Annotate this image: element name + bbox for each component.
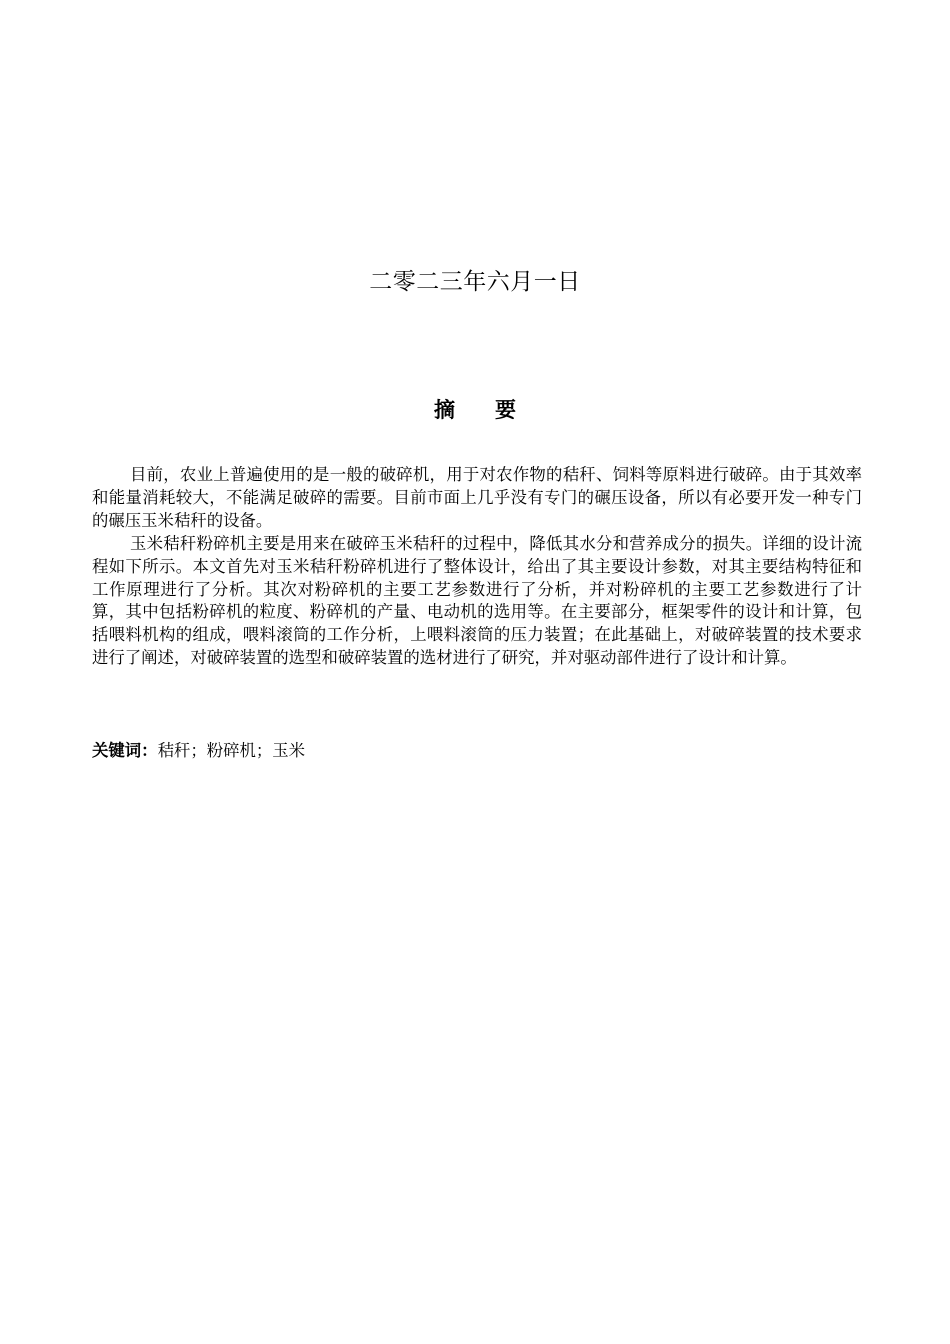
abstract-body	[92, 464, 862, 670]
keywords-value: 秸秆；粉碎机；玉米	[157, 741, 306, 760]
abstract-heading-char-2: 要	[495, 398, 516, 422]
keywords-label: 关键词：	[92, 741, 158, 760]
abstract-heading-char-1: 摘	[434, 398, 455, 422]
abstract-heading	[0, 394, 950, 426]
abstract-paragraph-1: 目前，农业上普遍使用的是一般的破碎机，用于对农作物的秸秆、饲料等原料进行破碎。由于其效率和能量消耗较大，不能满足破碎的需要。目前市面上几乎没有专门的碾压设备，所以有必要开发一种专门的碾压玉米秸秆的设备。	[92, 465, 862, 530]
keywords-line	[92, 740, 305, 762]
abstract-paragraph-2: 玉米秸秆粉碎机主要是用来在破碎玉米秸秆的过程中，降低其水分和营养成分的损失。详细的设计流程如下所示。本文首先对玉米秸秆粉碎机进行了整体设计，给出了其主要设计参数，对其主要结构特征和工作原理进行了分析。其次对粉碎机的主要工艺参数进行了分析，并对粉碎机的主要工艺参数进行了计算，其中包括粉碎机的粒度、粉碎机的产量、电动机的选用等。在主要部分，框架零件的设计和计算，包括喂料机构的组成，喂料滚筒的工作分析，上喂料滚筒的压力装置；在此基础上，对破碎装置的技术要求进行了阐述，对破碎装置的选型和破碎装置的选材进行了研究，并对驱动部件进行了设计和计算。	[92, 533, 862, 668]
date-line: 二零二三年六月一日	[369, 269, 581, 295]
